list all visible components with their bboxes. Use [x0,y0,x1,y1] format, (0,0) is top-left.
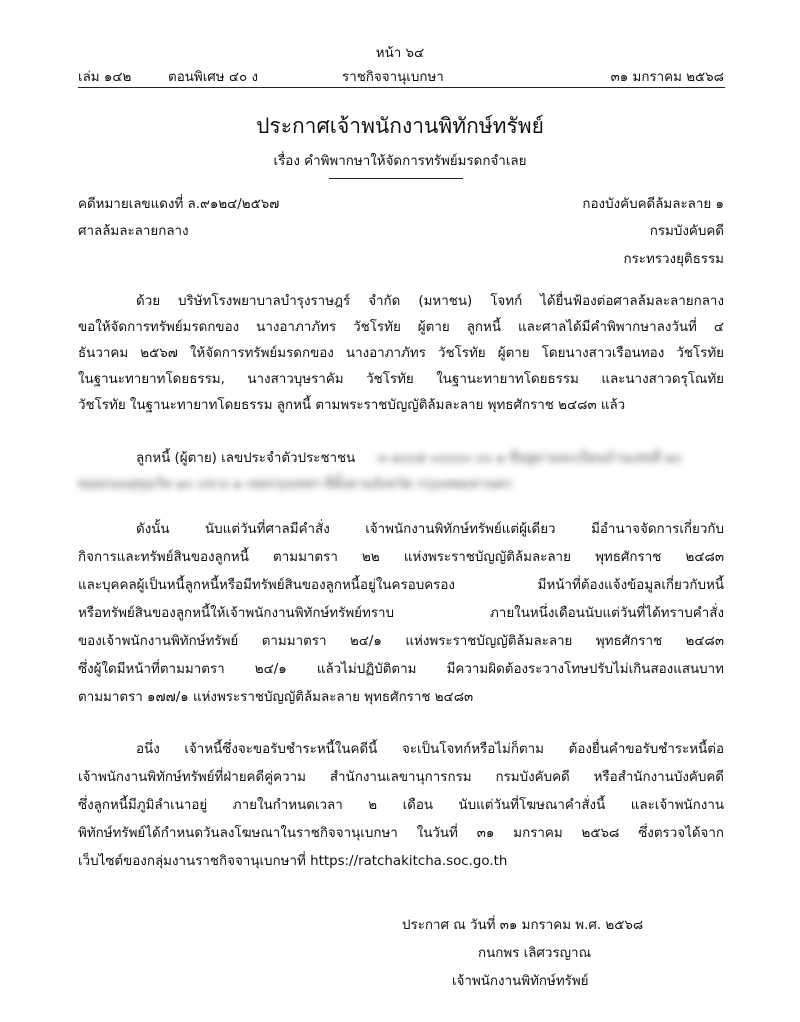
signer-position: เจ้าพนักงานพิทักษ์ทรัพย์ [452,974,589,989]
paragraph-2-line: และบุคคลผู้เป็นหนี้ลูกหนี้หรือมีทรัพย์สินของลูกหนี้อยู่ในครอบครอง มีหน้าที่ต้องแจ้งข้อมูลเกี่ยวกับหนี้ [78,578,724,593]
paragraph-2-line: ของเจ้าพนักงานพิทักษ์ทรัพย์ ตามมาตรา ๒๔/๑ แห่งพระราชบัญญัติล้มละลาย พุทธศักราช ๒๔๘๓ [78,634,724,649]
document-title: ประกาศเจ้าพนักงานพิทักษ์ทรัพย์ [256,114,544,138]
header-divider [78,87,725,88]
paragraph-3-line: อนึ่ง เจ้าหนี้ซึ่งจะขอรับชำระหนี้ในคดีนี้ จะเป็นโจทก์หรือไม่ก็ตาม ต้องยื่นคำขอรับชำระหนี้ต่อ [136,742,724,757]
redacted-address-text: ซอยถนนสุขุมวิท ๑๐ แขวง ๑ เขตกรุงเทพฯ ที่ตั้งตามจังหวัด กรุงเทพมหานคร [78,477,512,492]
paragraph-1-line: ขอให้จัดการทรัพย์มรดกของ นางอาภาภัทร วัชโรทัย ผู้ตาย ลูกหนี้ และศาลได้มีคำพิพากษาลงวันที่ ๔ [78,320,724,335]
paragraph-3-line: เจ้าพนักงานพิทักษ์ทรัพย์ที่ฝ่ายคดีคู่ความ สำนักงานเลขานุการกรม กรมบังคับคดี หรือสำนักงานบังคับคดี [78,770,724,785]
office-ministry: กระทรวงยุติธรรม [623,252,724,267]
paragraph-2-line: กิจการและทรัพย์สินของลูกหนี้ ตามมาตรา ๒๒ แห่งพระราชบัญญัติล้มละลาย พุทธศักราช ๒๔๘๓ [78,550,724,565]
case-number: คดีหมายเลขแดงที่ ล.๙๑๒๔/๒๕๖๗ [78,197,280,212]
subject-underline [329,178,463,179]
publication-date: ๓๑ มกราคม ๒๕๖๘ [610,70,724,85]
paragraph-1-line: ด้วย บริษัทโรงพยาบาลบำรุงราษฎร์ จำกัด (มหาชน) โจทก์ ได้ยื่นฟ้องต่อศาลล้มละลายกลาง [136,294,724,309]
redacted-id-text: ๓ ๑๐๐๕ ๐๐๐๐๐ ๐๐ ๑ ที่อยู่ตามทะเบียนบ้านเลขที่ ๑๐ [378,451,682,466]
office-department: กรมบังคับคดี [649,224,724,239]
paragraph-2-line: หรือทรัพย์สินของลูกหนี้ให้เจ้าพนักงานพิทักษ์ทรัพย์ทราบ ภายในหนึ่งเดือนนับแต่วันที่ได้ทราบคำสั่ง [78,606,724,621]
page-number: หน้า ๖๔ [375,46,425,61]
paragraph-3-line: พิทักษ์ทรัพย์ได้กำหนดวันลงโฆษณาในราชกิจจานุเบกษา ในวันที่ ๓๑ มกราคม ๒๕๖๘ ซึ่งตรวจได้จาก [78,826,724,841]
office-bankruptcy-division: กองบังคับคดีล้มละลาย ๑ [582,197,724,212]
volume-number: เล่ม ๑๔๒ [78,70,132,85]
section-number: ตอนพิเศษ ๔๐ ง [168,70,258,85]
gazette-name: ราชกิจจานุเบกษา [342,70,444,85]
announcement-date: ประกาศ ณ วันที่ ๓๑ มกราคม พ.ศ. ๒๕๖๘ [402,918,644,933]
paragraph-3-line: เว็บไซต์ของกลุ่มงานราชกิจจานุเบกษาที่ https://ratchakitcha.soc.go.th [78,854,508,869]
paragraph-1-line: วัชโรทัย ในฐานะทายาทโดยธรรม ลูกหนี้ ตามพระราชบัญญัติล้มละลาย พุทธศักราช ๒๔๘๓ แล้ว [78,398,626,413]
debtor-id-label: ลูกหนี้ (ผู้ตาย) เลขประจำตัวประชาชน [136,451,356,466]
paragraph-2-line: ดังนั้น นับแต่วันที่ศาลมีคำสั่ง เจ้าพนักงานพิทักษ์ทรัพย์แต่ผู้เดียว มีอำนาจจัดการเกี่ยวกับ [136,522,724,537]
paragraph-3-line: ซึ่งลูกหนี้มีภูมิลำเนาอยู่ ภายในกำหนดเวลา ๒ เดือน นับแต่วันที่โฆษณาคำสั่งนี้ และเจ้าพนักงาน [78,798,724,813]
document-subject: เรื่อง คำพิพากษาให้จัดการทรัพย์มรดกจำเลย [273,154,527,169]
court-name: ศาลล้มละลายกลาง [78,224,189,239]
paragraph-1-line: ในฐานะทายาทโดยธรรม, นางสาวบุษราคัม วัชโรทัย ในฐานะทายาทโดยธรรม และนางสาวดรุโณทัย [78,372,724,387]
paragraph-1-line: ธันวาคม ๒๕๖๗ ให้จัดการทรัพย์มรดกของ นางอาภาภัทร วัชโรทัย ผู้ตาย โดยนางสาวเรือนทอง วัชโรทัย [78,346,724,361]
paragraph-2-line: ซึ่งผู้ใดมีหน้าที่ตามมาตรา ๒๔/๑ แล้วไม่ปฏิบัติตาม มีความผิดต้องระวางโทษปรับไม่เกินสองแสนบาท [78,662,724,677]
signer-name: กนกพร เลิศวรญาณ [478,946,591,961]
paragraph-2-line: ตามมาตรา ๑๗๗/๑ แห่งพระราชบัญญัติล้มละลาย พุทธศักราช ๒๔๘๓ [78,690,474,705]
